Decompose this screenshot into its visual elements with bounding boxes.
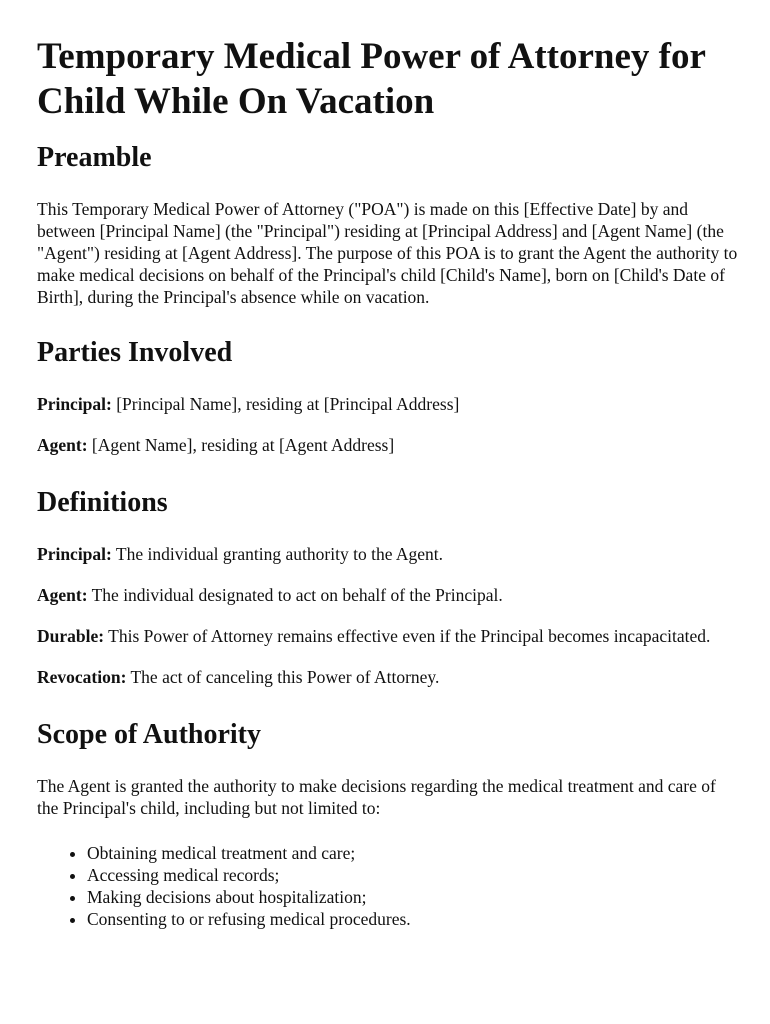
definition-term: Agent: (37, 585, 88, 605)
definition-revocation (37, 666, 740, 688)
definition-text: The individual designated to act on behalf of the Principal. (87, 585, 503, 605)
party-text: [Agent Name], residing at [Agent Address] (87, 435, 395, 455)
definition-text: The individual granting authority to the Agent. (111, 544, 444, 564)
section-heading-preamble: Preamble (37, 142, 152, 173)
scope-list (37, 842, 740, 930)
scope-intro: The Agent is granted the authority to make decisions regarding the medical treatment and care of the Principal's child, including but not limited to: (37, 776, 716, 818)
list-item: • Obtaining medical treatment and care; (87, 842, 740, 864)
list-item: • Consenting to or refusing medical procedures. (87, 908, 740, 930)
list-item: • Making decisions about hospitalization; (87, 886, 740, 908)
party-label: Principal: (37, 394, 112, 414)
definition-term: Durable: (37, 626, 105, 646)
party-text: [Principal Name], residing at [Principal Address] (111, 394, 460, 414)
definition-text: This Power of Attorney remains effective even if the Principal becomes incapacitated. (104, 626, 711, 646)
definition-principal (37, 543, 740, 565)
definition-text: The act of canceling this Power of Attorney. (126, 667, 440, 687)
definition-term: Revocation: (37, 667, 127, 687)
section-heading-scope: Scope of Authority (37, 719, 261, 750)
preamble-text: This Temporary Medical Power of Attorney ("POA") is made on this [Effective Date] by and between [Principal Name] (the "Principal") residing at [Principal Address] and [Agent Name] (the "Agent") residing at [Agent Address]. The purpose of this POA is to grant the Agent the authority to make medical decisions on behalf of the Principal's child [Child's Name], born on [Child's Date of Birth], during the Principal's absence while on vacation. (37, 199, 738, 307)
definition-durable (37, 625, 740, 647)
definition-term: Principal: (37, 544, 112, 564)
section-heading-parties: Parties Involved (37, 337, 233, 368)
party-agent (37, 434, 740, 456)
definition-agent (37, 584, 740, 606)
party-principal (37, 393, 740, 415)
section-heading-definitions: Definitions (37, 487, 168, 518)
document-title: Temporary Medical Power of Attorney for Child While On Vacation (37, 36, 706, 122)
party-label: Agent: (37, 435, 88, 455)
list-item: • Accessing medical records; (87, 864, 740, 886)
